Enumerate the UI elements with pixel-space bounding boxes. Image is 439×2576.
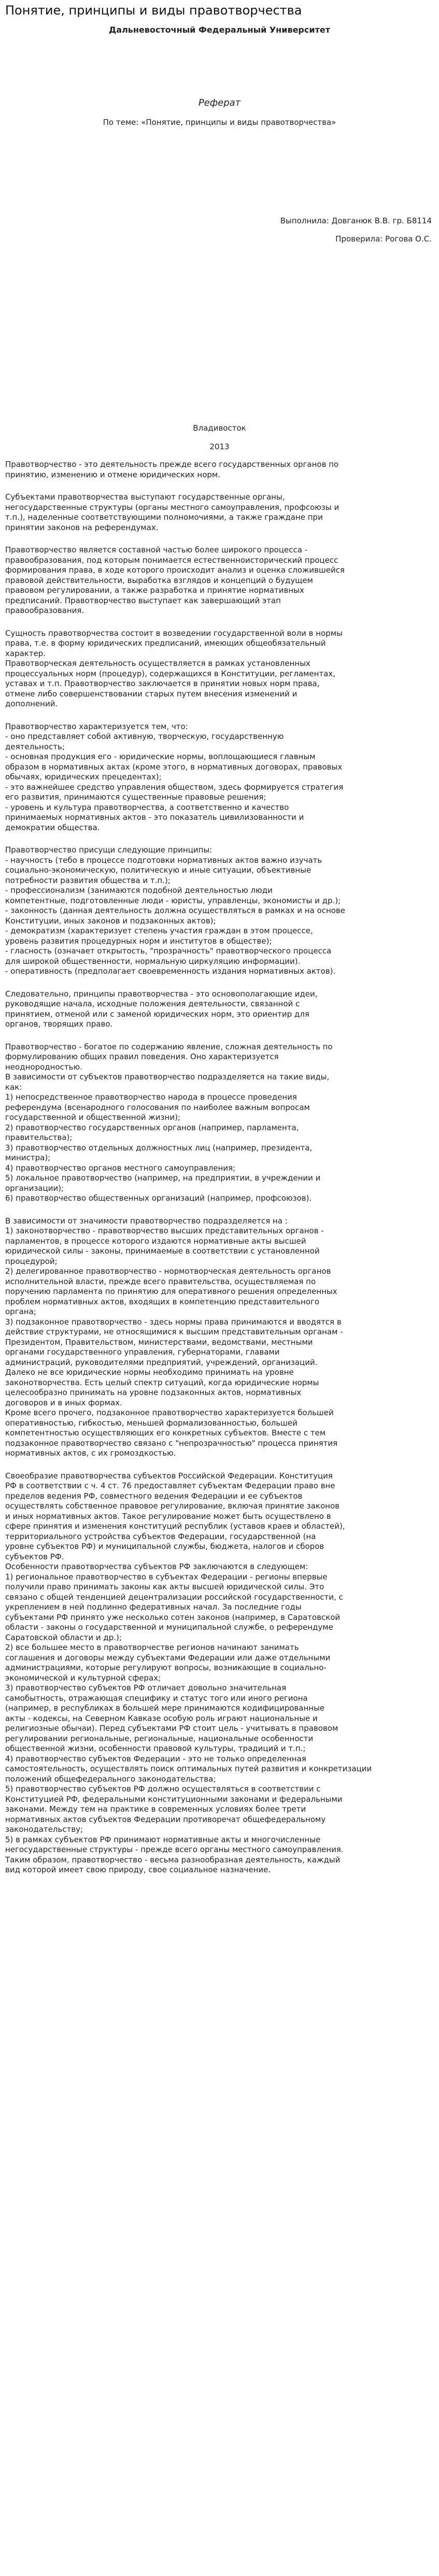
- checker-line: Проверила: Рогова О.С.: [335, 234, 432, 244]
- author-line: Выполнила: Довганюк В.В. гр. Б8114: [280, 216, 432, 225]
- university-name: Дальневосточный Федеральный Университет: [109, 25, 330, 35]
- paragraph-definition: Правотворчество - это деятельность прежде всего государственных органов по принятию, изменению и отмене юридических норм.: [5, 460, 339, 479]
- page-title: Понятие, принципы и виды правотворчества: [5, 3, 302, 18]
- paragraph-types-by-subject: Правотворчество - богатое по содержанию явление, сложная деятельность по формулированию общих правил поведения. Оно характеризуется неоднородностью. В зависимости от субъектов правотворчество подразделяется на такие виды, как: 1) непосредственное правотворчество народа в процессе проведения референдума (всенародного голосования по наиболее важным вопросам государственной и общественной жизни); 2) правотворчество государственных органов (например, парламента, правительства); 3) правотворчество отдельных должностных лиц (например, президента, министра); 4) правотворчество органов местного самоуправления; 5) локальное правотворчество (например, на предприятии, в учреждении и организации); 6) правотворчество общественных организаций (например, профсоюзов).: [5, 1042, 333, 1203]
- paragraph-federal-subjects: Своеобразие правотворчества субъектов Российской Федерации. Конституция РФ в соответствии с ч. 4 ст. 76 предоставляет субъектам Федерации право вне пределов ведения РФ, совместного ведения Федерации и ее субъектов осуществлять собственное правовое регулирование, включая принятие законов и иных нормативных актов. Такое регулирование может быть осуществлено в сфере принятия и изменения конституций республик (уставов краев и областей), территориального устройства субъектов Федерации, государственной (на уровне субъектов РФ) и муниципальной службы, бюджета, налогов и сборов субъектов РФ. Особенности правотворчества субъектов РФ заключаются в следующем: 1) региональное правотворчество в субъектах Федерации - регионы впервые получили право принимать законы как акты высшей юридической силы. Это связано с общей тенденцией децентрализации российской государственности, с укреплением в ней подлинно федеративных начал. За последние годы субъектами РФ принято уже несколько сотен законов (например, в Саратовской области - законы о государственной и муниципальной службе, о референдуме Саратовской области и др.); 2) все большее место в правотворчестве регионов начинают занимать соглашения и договоры между субъектами Федерации или даже отдельными администрациями, которые регулируют вопросы, возникающие в социально- экономической и культурной сферах; 3) правотворчество субъектов РФ отличает довольно значительная самобытность, отражающая специфику и статус того или иного региона (например, в республиках в большей мере принимаются кодифицированные акты - кодексы, на Северном Кавказе особую роль играют национальные и религиозные обычаи). Перед субъектами РФ стоит цель - учитывать в правовом регулировании региональные, региональные, национальные особенности общественной жизни, особенности правовой культуры, традиций и т.п.; 4) правотворчество субъектов Федерации - это не только определенная самостоятельность, осуществлять поиск оптимальных путей развития и конкретизации положений общефедерального законодательства; 5) правотворчество субъектов РФ должно осуществляться в соответствии с Конституцией РФ, федеральными конституционными законами и федеральными законами. Между тем на практике в современных условиях более трети нормативных актов субъектов Федерации противоречат общефедеральному законодательству; 5) в рамках субъектов РФ принимают нормативные акты и многочисленные негосударственные структуры - прежде всего органы местного самоуправления. Таким образом, правотворчество - весьма разнообразная деятельность, каждый вид которой имеет свою природу, свое социальное назначение.: [5, 1471, 372, 1874]
- paragraph-principles-summary: Следовательно, принципы правотворчества - это основополагающие идеи, руководящие начала, исходные положения деятельности, связанной с принятием, отменой или с заменой юридических норм, это ориентир для органов, творящих право.: [5, 989, 318, 1029]
- city: Владивосток: [193, 423, 246, 433]
- paragraph-essence: Сущность правотворчества состоит в возведении государственной воли в нормы права, т.е. в форму юридических предписаний, имеющих общеобязательный характер. Правотворческая деятельность осуществляется в рамках установленных процессуальных норм (процедур), содержащихся в Конституции, регламентах, уставах и т.п. Правотворчество заключается в принятии новых норм права, отмене либо совершенствовании старых путем внесения изменений и дополнений.: [5, 628, 343, 708]
- referat-heading: Реферат: [198, 97, 241, 108]
- paragraph-types-by-significance: В зависимости от значимости правотворчество подразделяется на : 1) законотворчество - правотворчество высших представительных органов - парламентов, в процессе которого издаются нормативные акты высшей юридической силы - законы, принимаемые в соответствии с установленной процедурой; 2) делегированное правотворчество - нормотворческая деятельность органов исполнительной власти, прежде всего правительства, осуществляемая по поручению парламента по принятию для оперативного решения определенных проблем нормативных актов, входящих в компетенцию представительного органа; 3) подзаконное правотворчество - здесь нормы права принимаются и вводятся в действие структурами, не относящимися к высшим представительным органам - Президентом, Правительством, министерствами, ведомствами, местными органами государственного управления, губернаторами, главами администраций, руководителями предприятий, учреждений, организаций. Далеко не все юридические нормы необходимо принимать на уровне законотворчества. Есть целый спектр ситуаций, когда юридические нормы целесообразно принимать на уровне подзаконных актов, нормативных договоров и в иных формах. Кроме всего прочего, подзаконное правотворчество характеризуется большей оперативностью, гибкостью, меньшей формализованностью, большей компетентностью осуществляющих его конкретных субъектов. Вместе с тем подзаконное правотворчество связано с "непрозрачностью" процесса принятия нормативных актов, с их громоздкостью.: [5, 1216, 343, 1458]
- paragraph-principles: Правотворчество присущи следующие принципы: - научность (тебо в процессе подготовки нормативных актов важно изучать социально-экономическую, политическую и иные ситуации, объективные потребности развития общества и т.п.); - профессионализм (занимаются подобной деятельностью люди компетентные, подготовленные люди - юристы, управленцы, экономисты и др.); - законность (данная деятельность должна осуществляться в рамках и на основе Конституции, иных законов и подзаконных актов); - демократизм (характеризует степень участия граждан в этом процессе, уровень развития процедурных норм и институтов в обществе); - гласность (означает открытость, "прозрачность" правотворческого процесса для широкой общественности, нормальную циркуляцию информации). - оперативность (предполагает своевременность издания нормативных актов).: [5, 845, 346, 976]
- year: 2013: [209, 442, 230, 451]
- paragraph-lawmaking-part: Правотворчество является составной частью более широкого процесса - правообразования, под которым понимается естественноисторический процесс формирования права, в ходе которого происходит анализ и оценка сложившейся правовой действительности, выработка взглядов и концепций о будущем правовом регулировании, а также разработка и принятие нормативных предписаний. Правотворчество выступает как завершающий этап правообразования.: [5, 545, 345, 615]
- paragraph-characteristics: Правотворчество характеризуется тем, что: - оно представляет собой активную, творческую, государственную деятельность; - основная продукция его - юридические нормы, воплощающиеся главным образом в нормативных актах (кроме этого, в нормативных договорах, правовых обычаях, юридических прецедентах); - это важнейшее средство управления обществом, здесь формируется стратегия его развития, принимаются существенные правовые решения; - уровень и культура правотворчества, а соответственно и качество принимаемых нормативных актов - это показатель цивилизованности и демократии общества.: [5, 721, 344, 832]
- topic-line: По теме: «Понятие, принципы и виды правотворчества»: [103, 118, 336, 127]
- document-body: [5, 460, 430, 1888]
- paragraph-subjects: Субъектами правотворчества выступают государственные органы, негосударственные структуры (органы местного самоуправления, профсоюзы и т.п.), наделенные соответствующими полномочиями, а также граждане при принятии законов на референдумах.: [5, 492, 339, 532]
